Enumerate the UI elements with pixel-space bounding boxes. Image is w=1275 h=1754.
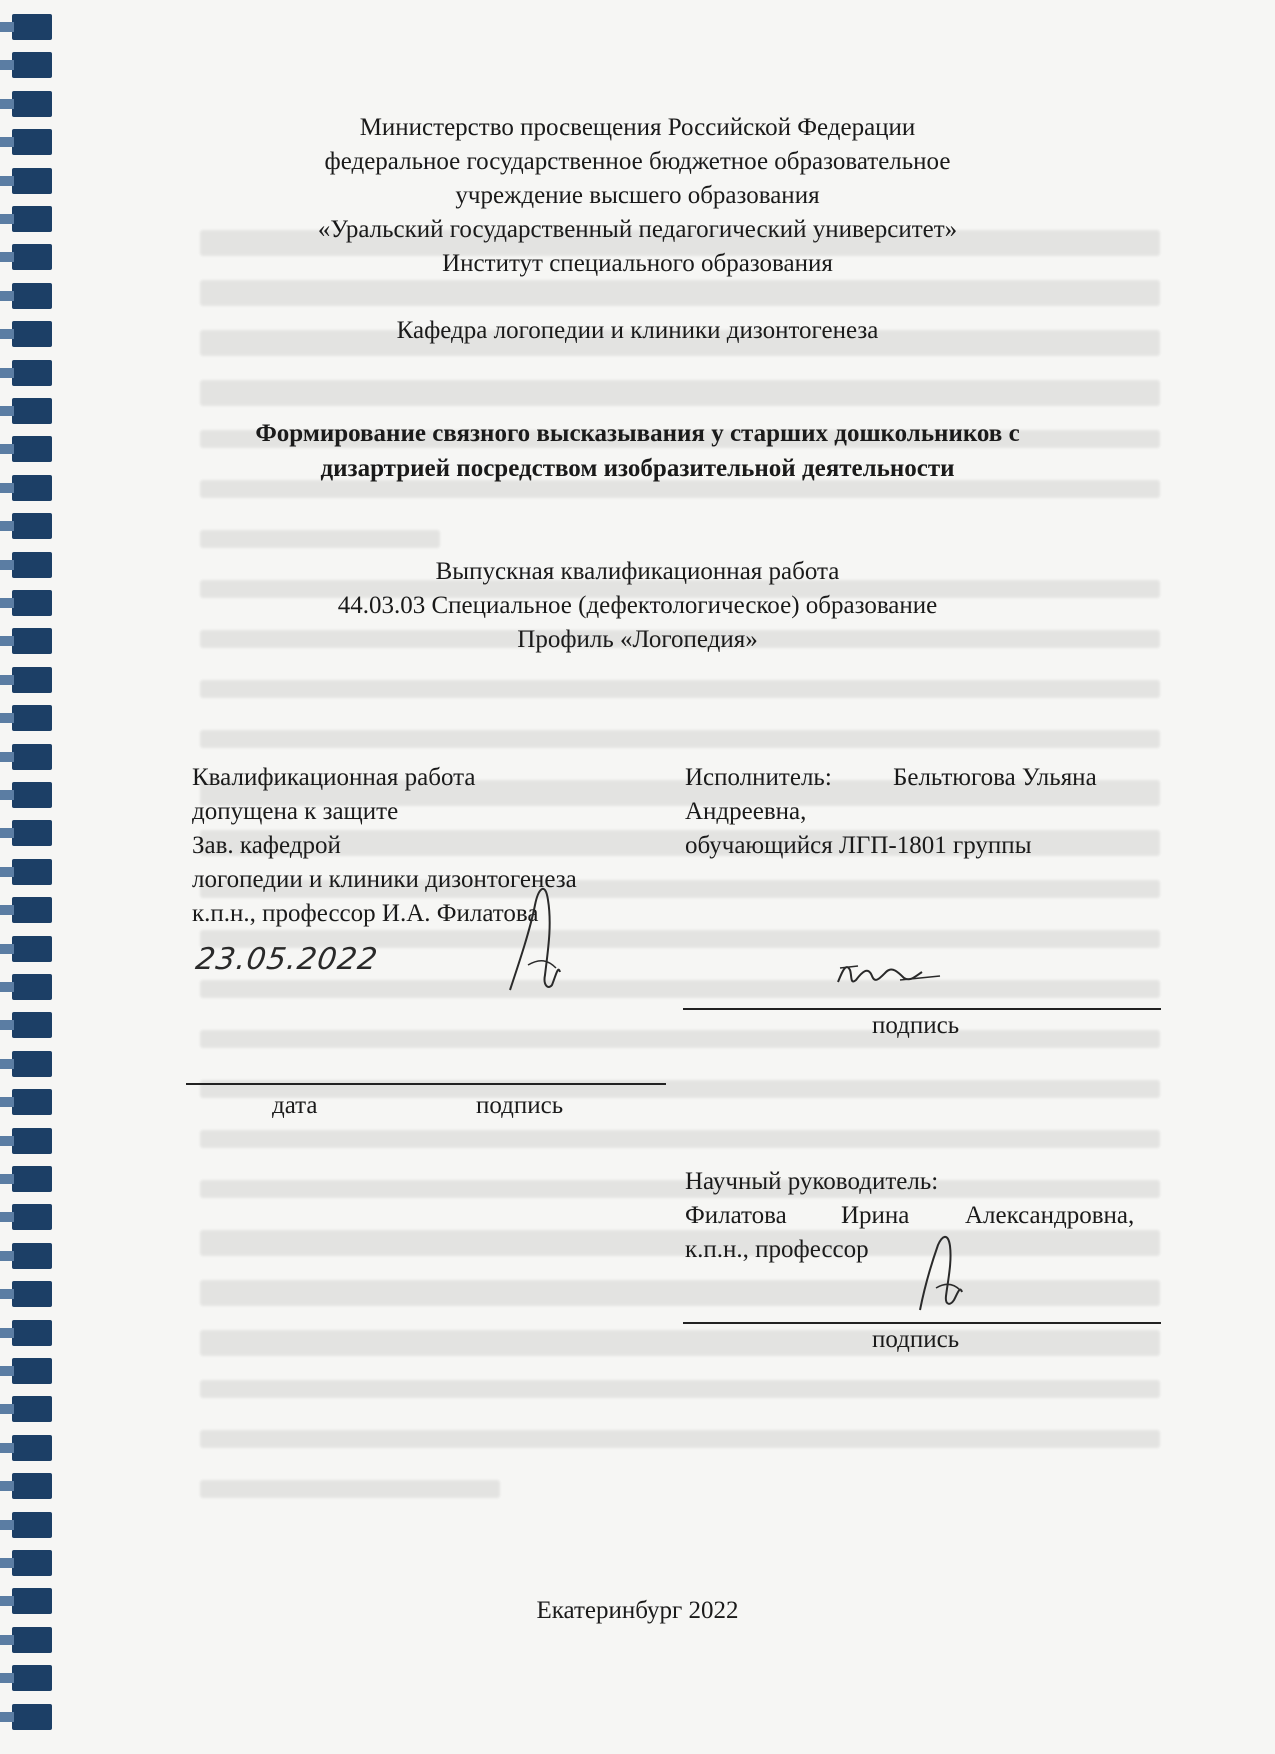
binding-ring (12, 705, 52, 731)
admission-line2: допущена к защите (192, 798, 399, 825)
binding-ring (12, 782, 52, 808)
binding-ring (12, 1512, 52, 1538)
institute-name: Институт специального образования (442, 250, 833, 277)
binding-ring (12, 1012, 52, 1038)
binding-ring (12, 1128, 52, 1154)
binding-ring (12, 14, 52, 40)
supervisor-first-name: Ирина (841, 1202, 910, 1229)
executor-signature-line (683, 1008, 1161, 1010)
binding-ring (12, 667, 52, 693)
binding-ring (12, 1627, 52, 1653)
binding-ring (12, 513, 52, 539)
institution-type-line1: федеральное государственное бюджетное образовательное (324, 148, 951, 175)
binding-ring (12, 1550, 52, 1576)
executor-group: обучающийся ЛГП-1801 группы (685, 832, 1032, 859)
executor-signature-label: подпись (872, 1012, 960, 1039)
binding-ring (12, 1320, 52, 1346)
binding-ring (12, 1051, 52, 1077)
executor-name-line1: Бельтюгова Ульяна (893, 764, 1097, 791)
executor-name-line2: Андреевна, (685, 798, 807, 825)
city-year: Екатеринбург 2022 (536, 1597, 739, 1624)
binding-ring (12, 1204, 52, 1230)
supervisor-degree: к.п.н., профессор (685, 1236, 869, 1263)
binding-ring (12, 1166, 52, 1192)
date-signature-line (186, 1083, 666, 1085)
date-label: дата (272, 1092, 318, 1119)
binding-ring (12, 820, 52, 846)
university-name: «Уральский государственный педагогический университет» (317, 216, 958, 243)
profile: Профиль «Логопедия» (517, 626, 758, 653)
binding-ring (12, 859, 52, 885)
department-full-name: логопедии и клиники дизонтогенеза (192, 866, 577, 893)
supervisor-surname: Филатова (685, 1202, 787, 1229)
supervisor-signature-label: подпись (872, 1326, 960, 1353)
supervisor-patronymic: Александровна, (965, 1202, 1135, 1229)
binding-ring (12, 1665, 52, 1691)
binding-ring (12, 974, 52, 1000)
head-of-department-label: Зав. кафедрой (192, 832, 341, 859)
binding-ring (12, 1704, 52, 1730)
institution-type-line2: учреждение высшего образования (455, 182, 820, 209)
supervisor-signature-line (683, 1322, 1161, 1324)
executor-label: Исполнитель: (685, 764, 832, 791)
handwritten-date: 23.05.2022 (193, 942, 381, 977)
admission-line1: Квалификационная работа (192, 764, 476, 791)
thesis-title-line1: Формирование связного высказывания у старших дошкольников с (255, 420, 1020, 447)
thesis-title-line2: дизартрией посредством изобразительной деятельности (320, 455, 955, 482)
binding-ring (12, 744, 52, 770)
department-name: Кафедра логопедии и клиники дизонтогенеза (396, 317, 879, 344)
binding-ring (12, 1358, 52, 1384)
binding-ring (12, 1473, 52, 1499)
binding-ring (12, 283, 52, 309)
binding-ring (12, 52, 52, 78)
ministry-name: Министерство просвещения Российской Федерации (359, 114, 916, 141)
supervisor-label: Научный руководитель: (685, 1168, 939, 1195)
head-of-department-name: к.п.н., профессор И.А. Филатова (192, 900, 539, 927)
head-signature-label: подпись (476, 1092, 564, 1119)
binding-ring (12, 936, 52, 962)
work-type: Выпускная квалификационная работа (435, 558, 840, 585)
binding-ring (12, 1396, 52, 1422)
binding-ring (12, 1089, 52, 1115)
binding-ring (12, 1435, 52, 1461)
binding-ring (12, 897, 52, 923)
binding-ring (12, 1281, 52, 1307)
binding-ring (12, 1243, 52, 1269)
specialty-code: 44.03.03 Специальное (дефектологическое) образование (337, 592, 938, 619)
binding-ring (12, 360, 52, 386)
